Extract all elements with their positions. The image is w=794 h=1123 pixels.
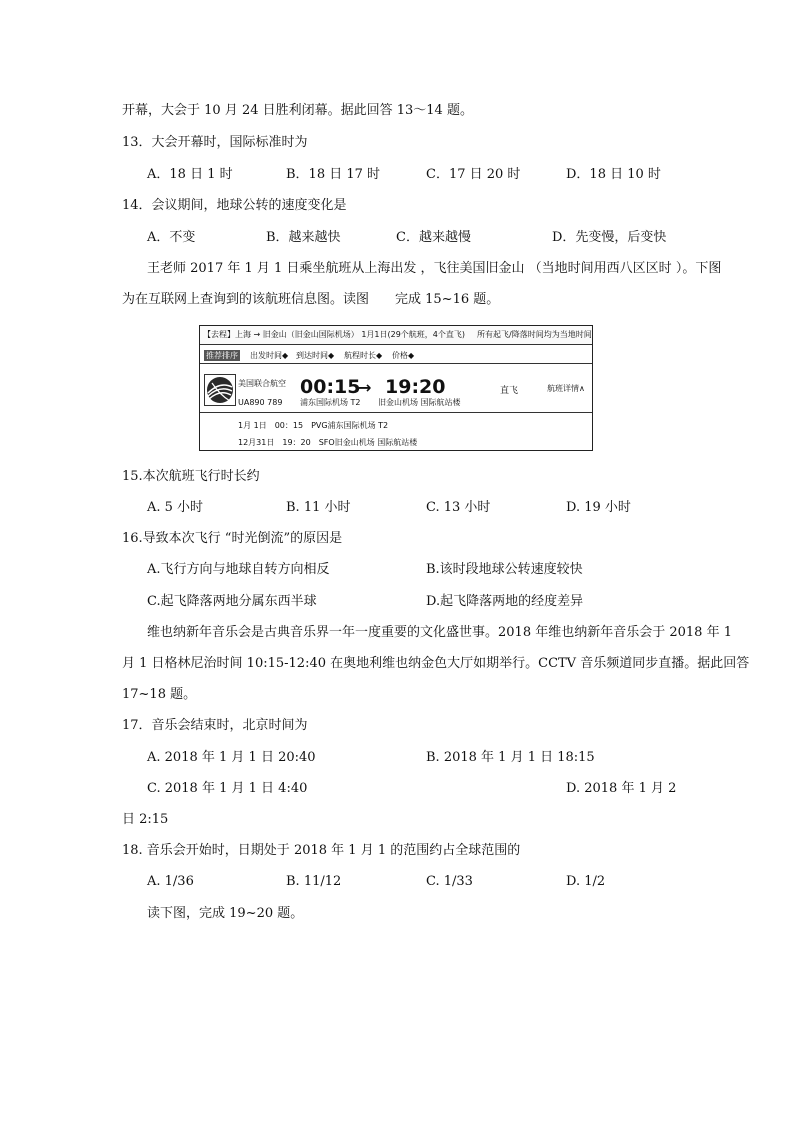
q15-option-b: B. 11 小时 [286, 500, 351, 515]
read-figure-instruction: 读下图，完成 19~20 题。 [147, 906, 304, 921]
q16-option-d: D.起飞降落两地的经度差异 [426, 594, 584, 609]
q14-option-a: A．不变 [147, 230, 196, 245]
q14-option-c: C．越来越慢 [396, 230, 471, 245]
flight-number: UA890 789 [238, 398, 283, 407]
q17-option-c: C. 2018 年 1 月 1 日 4:40 [147, 781, 308, 796]
arrival-time: 19:20 [385, 376, 446, 398]
passage-15-line1: 王老师 2017 年 1 月 1 日乘坐航班从上海出发 ，飞往美国旧金山 （当地时间用西八区区时 ）。下图 [147, 261, 722, 276]
question-18: 18. 音乐会开始时，日期处于 2018 年 1 月 1 的范围约占全球范围的 [122, 843, 521, 858]
sort-price[interactable]: 价格◆ [392, 351, 415, 360]
sort-departure[interactable]: 出发时间◆ [250, 351, 289, 360]
q16-option-a: A.飞行方向与地球自转方向相反 [147, 562, 330, 577]
q17-option-d: D. 2018 年 1 月 2 [566, 781, 677, 796]
question-16: 16.导致本次飞行 “时光倒流”的原因是 [122, 531, 343, 546]
flight-route-text: 【去程】上海 → 旧金山（旧金山国际机场） 1月1日(29个航班，4个直飞) [203, 330, 466, 339]
q18-option-b: B. 11/12 [286, 874, 342, 889]
sort-duration[interactable]: 航程时长◆ [344, 351, 383, 360]
detail-arrival: 12月31日 19：20 SFO旧金山机场 国际航站楼 [238, 438, 418, 447]
passage-17-line3: 17~18 题。 [122, 687, 197, 702]
sort-tag[interactable]: 推荐排序 [206, 351, 238, 360]
flight-details-link[interactable]: 航班详情∧ [547, 384, 585, 393]
flight-time-note: 所有起飞/降落时间均为当地时间 [477, 330, 592, 339]
q18-option-c: C. 1/33 [426, 874, 473, 889]
departure-terminal: 浦东国际机场 T2 [300, 398, 361, 407]
q16-option-b: B.该时段地球公转速度较快 [426, 562, 583, 577]
q15-option-c: C. 13 小时 [426, 500, 491, 515]
airline-name: 美国联合航空 [238, 379, 286, 388]
intro-text: 开幕，大会于 10 月 24 日胜利闭幕。据此回答 13～14 题。 [122, 103, 473, 118]
passage-17-line2: 月 1 日格林尼治时间 10:15-12:40 在奥地利维也纳金色大厅如期举行。CCTV 音乐频道同步直播。据此回答 [122, 656, 750, 671]
detail-departure: 1月 1日 00：15 PVG浦东国际机场 T2 [238, 421, 389, 430]
q16-option-c: C.起飞降落两地分属东西半球 [147, 594, 317, 609]
airline-logo-icon [204, 374, 236, 406]
arrival-terminal: 旧金山机场 国际航站楼 [378, 398, 461, 407]
q17-option-a: A. 2018 年 1 月 1 日 20:40 [147, 750, 316, 765]
direct-badge: 直飞 [500, 386, 519, 396]
q17-option-b: B. 2018 年 1 月 1 日 18:15 [426, 750, 595, 765]
q13-option-a: A．18 日 1 时 [147, 167, 233, 182]
flight-info-figure [199, 325, 593, 451]
q13-option-b: B．18 日 17 时 [286, 167, 381, 182]
question-17: 17．音乐会结束时，北京时间为 [122, 718, 308, 733]
q17-option-d-tail: 日 2:15 [122, 812, 169, 827]
flight-header [200, 326, 592, 345]
q15-option-d: D. 19 小时 [566, 500, 631, 515]
question-15: 15.本次航班飞行时长约 [122, 469, 260, 484]
q18-option-d: D. 1/2 [566, 874, 606, 889]
q18-option-a: A. 1/36 [147, 874, 194, 889]
arrow-right-icon: → [358, 378, 372, 397]
question-13: 13．大会开幕时，国际标准时为 [122, 135, 308, 150]
q14-option-b: B．越来越快 [266, 230, 341, 245]
q14-option-d: D．先变慢，后变快 [552, 230, 667, 245]
passage-17-line1: 维也纳新年音乐会是古典音乐界一年一度重要的文化盛世事。2018 年维也纳新年音乐会于 2018 年 1 [147, 625, 732, 640]
departure-time: 00:15 [300, 376, 361, 398]
q13-option-d: D．18 日 10 时 [566, 167, 661, 182]
q13-option-c: C．17 日 20 时 [426, 167, 521, 182]
question-14: 14．会议期间，地球公转的速度变化是 [122, 198, 347, 213]
q15-option-a: A. 5 小时 [147, 500, 204, 515]
passage-15-line2: 为在互联网上查询到的该航班信息图。读图 完成 15~16 题。 [122, 292, 500, 307]
sort-arrival[interactable]: 到达时间◆ [296, 351, 335, 360]
flight-sort-bar [200, 345, 592, 364]
